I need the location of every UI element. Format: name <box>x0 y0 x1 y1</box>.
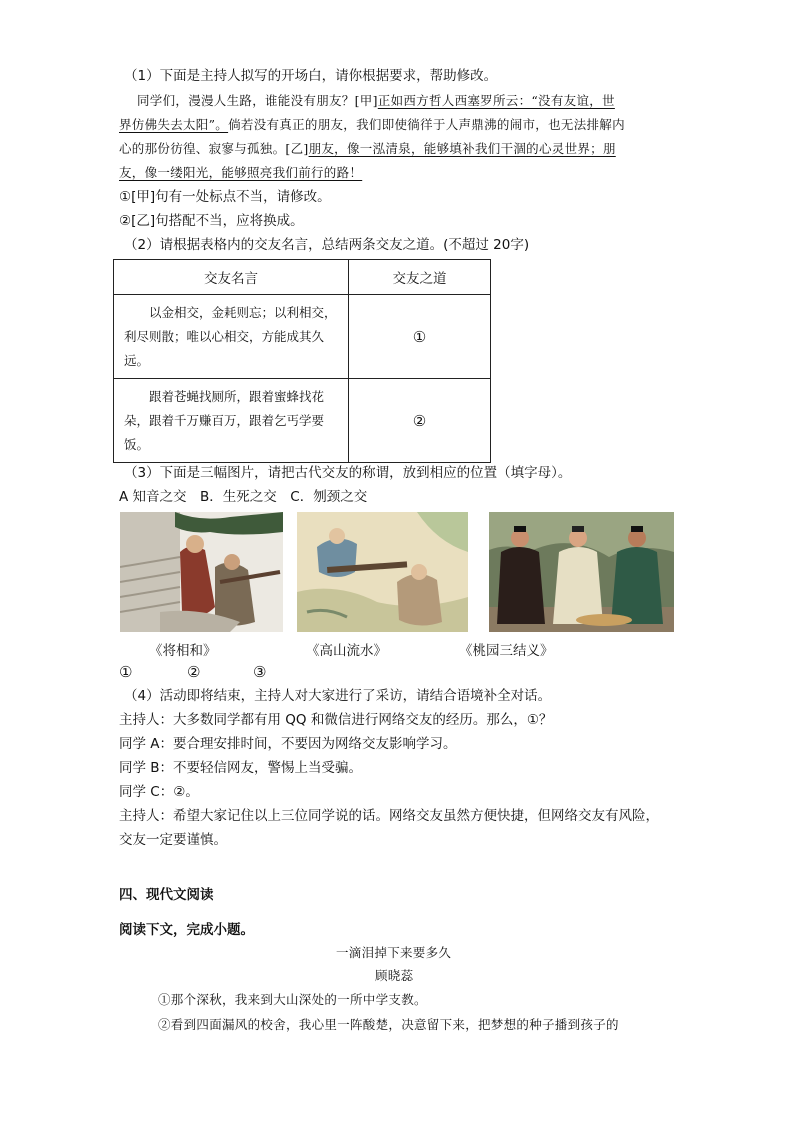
passage-line-4: 友，像一缕阳光，能够照亮我们前行的路！ <box>119 165 363 180</box>
table-cell-quote: 以金相交，金耗则忘；以利相交，利尽则散；唯以心相交，方能成其久远。 <box>114 295 349 379</box>
dialogue-student-c: 同学 C：②。 <box>119 784 199 800</box>
q3-options: A 知音之交 B．生死之交 C．刎颈之交 <box>119 489 368 505</box>
passage-line-2 <box>119 116 625 134</box>
dialogue-host-2b: 交友一定要谨慎。 <box>119 832 227 848</box>
friendship-table <box>113 259 491 463</box>
passage-line-3a: 心的那份彷徨、寂寥与孤独。[乙] <box>119 141 309 156</box>
painting-jiangxianghe-art <box>120 512 283 632</box>
dialogue-host-2a: 主持人：希望大家记住以上三位同学说的话。网络交友虽然方便快捷，但网络交友有风险， <box>119 808 659 824</box>
reading-instruction: 阅读下文，完成小题。 <box>119 922 254 938</box>
table-cell-quote: 跟着苍蝇找厕所，跟着蜜蜂找花朵，跟着千万赚百万，跟着乞丐学要饭。 <box>114 379 349 463</box>
answer-blank-1[interactable]: ① <box>349 295 491 379</box>
article-title: 一滴泪掉下来要多久 <box>336 945 452 960</box>
passage-line-3 <box>119 140 616 158</box>
q3-intro: （3）下面是三幅图片，请把古代交友的称谓，放到相应的位置（填字母）。 <box>124 465 572 481</box>
painting-gaoshanliushui <box>297 512 468 632</box>
table-row <box>114 379 491 463</box>
photo-taoyuansanjieyi-art <box>489 512 674 632</box>
dialogue-host-1: 主持人：大多数同学都有用 QQ 和微信进行网络交友的经历。那么，①？ <box>119 712 553 728</box>
passage-line-2a: 界仿佛失去太阳”。 <box>119 117 229 132</box>
q1-task-2: ②[乙]句搭配不当，应将换成。 <box>119 213 304 229</box>
passage-line-1b: 正如西方哲人西塞罗所云：“没有友谊，世 <box>377 93 615 108</box>
q1-task-1: ①[甲]句有一处标点不当，请修改。 <box>119 189 331 205</box>
q4-intro: （4）活动即将结束，主持人对大家进行了采访，请结合语境补全对话。 <box>124 688 552 704</box>
answer-blank-pic-2[interactable]: ② <box>187 663 201 681</box>
article-paragraph-1: ①那个深秋，我来到大山深处的一所中学支教。 <box>158 992 427 1007</box>
section-heading: 四、现代文阅读 <box>119 887 214 903</box>
table-header-quote: 交友名言 <box>114 260 349 295</box>
answer-blank-pic-3[interactable]: ③ <box>253 663 267 681</box>
photo-taoyuansanjieyi <box>489 512 674 632</box>
passage-line-1 <box>137 92 615 110</box>
dialogue-student-b: 同学 B：不要轻信网友，警惕上当受骗。 <box>119 760 363 776</box>
painting-jiangxianghe <box>120 512 283 632</box>
caption-1: 《将相和》 <box>149 643 217 659</box>
caption-2: 《高山流水》 <box>306 643 387 659</box>
table-header-way: 交友之道 <box>349 260 491 295</box>
answer-blank-2[interactable]: ② <box>349 379 491 463</box>
caption-3: 《桃园三结义》 <box>459 643 554 659</box>
article-author: 顾晓蕊 <box>375 968 414 983</box>
q1-intro: （1）下面是主持人拟写的开场白，请你根据要求，帮助修改。 <box>124 68 498 84</box>
article-paragraph-2: ②看到四面漏风的校舍，我心里一阵酸楚，决意留下来，把梦想的种子播到孩子的 <box>158 1017 619 1032</box>
table-row <box>114 295 491 379</box>
q2-intro: （2）请根据表格内的交友名言，总结两条交友之道。(不超过 20字) <box>124 237 530 253</box>
dialogue-student-a: 同学 A：要合理安排时间，不要因为网络交友影响学习。 <box>119 736 457 752</box>
answer-blank-pic-1[interactable]: ① <box>119 663 133 681</box>
painting-gaoshanliushui-art <box>297 512 468 632</box>
passage-line-2b: 倘若没有真正的朋友，我们即使徜徉于人声鼎沸的闹市，也无法排解内 <box>228 117 625 132</box>
passage-line-3b: 朋友，像一泓清泉，能够填补我们干涸的心灵世界；朋 <box>308 141 616 156</box>
passage-line-1a: 同学们，漫漫人生路，谁能没有朋友？[甲] <box>137 93 378 108</box>
